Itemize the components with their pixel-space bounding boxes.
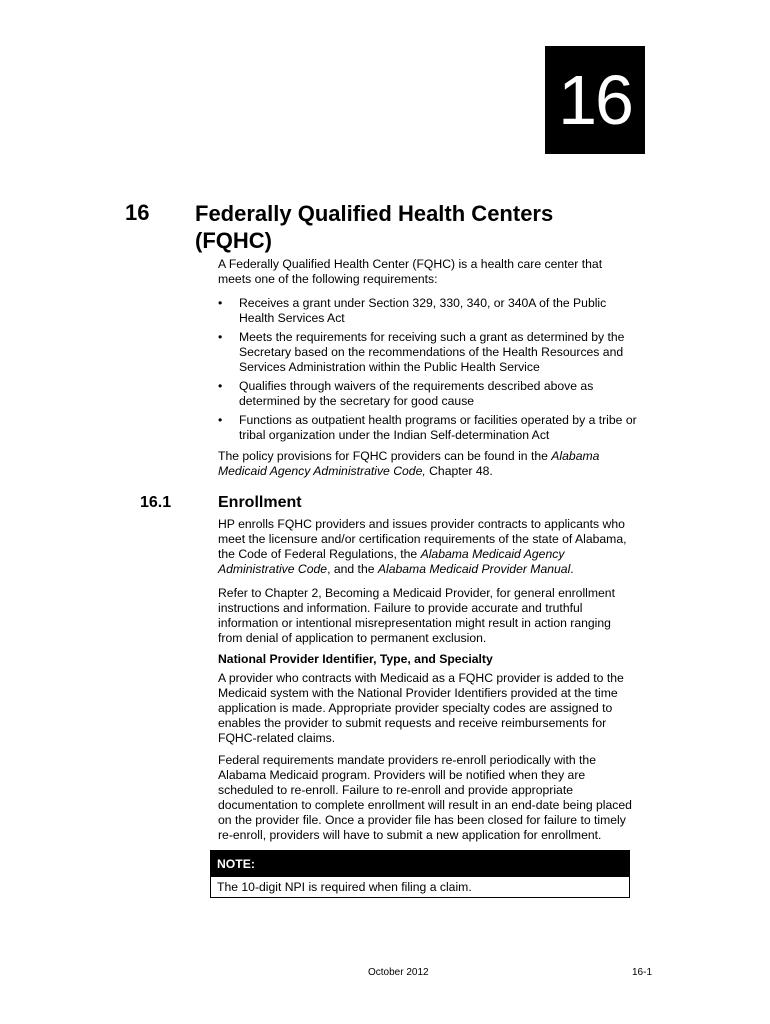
enrollment-paragraph <box>218 517 638 577</box>
chapter-heading-title: Federally Qualified Health Centers (FQHC) <box>195 201 554 253</box>
note-box <box>210 850 630 898</box>
list-item <box>218 413 638 443</box>
footer-page-number: 16-1 <box>632 967 653 978</box>
list-item <box>218 379 638 409</box>
list-item <box>218 330 638 375</box>
npi-paragraph: A provider who contracts with Medicaid as a FQHC provider is added to the Medicaid system with the National Provider Identifiers provided at the time application is made. Appropriate provider specialty codes are assigned to enables the provider to submit requests and receive reimbursements for FQHC-related claims. <box>218 671 624 745</box>
intro-paragraph: A Federally Qualified Health Center (FQHC) is a health care center that meets one of the following requirements: <box>218 257 603 286</box>
list-item <box>218 296 638 326</box>
enrollment-text-joiner: , and the <box>327 562 378 576</box>
enrollment-text-end: . <box>570 562 574 576</box>
section-title: Enrollment <box>218 494 302 511</box>
refer-paragraph: Refer to Chapter 2, Becoming a Medicaid Provider, for general enrollment instructions and information. Failure to provide accurate and truthful information or intentional misrepresentation might result in action ranging from denial of application to permanent exclusion. <box>218 586 615 645</box>
section-number: 16.1 <box>140 494 172 511</box>
policy-text: The policy provisions for FQHC providers can be found in the <box>218 449 552 463</box>
requirements-list <box>218 296 638 447</box>
provider-manual-reference: Alabama Medicaid Provider Manual <box>377 562 571 576</box>
policy-paragraph <box>218 449 638 479</box>
bullet-icon: • <box>218 330 223 344</box>
policy-code-reference: Alabama Medicaid Agency Administrative Code, <box>218 449 600 478</box>
policy-chapter: Chapter 48. <box>425 464 493 478</box>
bullet-icon: • <box>218 379 223 393</box>
bullet-icon: • <box>218 413 223 427</box>
bullet-icon: • <box>218 296 223 310</box>
list-item-text: Receives a grant under Section 329, 330, 340, or 340A of the Public Health Services Act <box>239 296 607 325</box>
chapter-number-box: 16 <box>545 46 645 154</box>
chapter-heading-number: 16 <box>125 200 150 225</box>
list-item-text: Meets the requirements for receiving such a grant as determined by the Secretary based on the recommendations of the Health Resources and Services Administration within the Public Health Service <box>239 330 625 374</box>
note-text: The 10-digit NPI is required when filing a claim. <box>217 880 472 894</box>
list-item-text: Qualifies through waivers of the requirements described above as determined by the secretary for good cause <box>239 379 594 408</box>
reenroll-paragraph: Federal requirements mandate providers re-enroll periodically with the Alabama Medicaid program. Providers will be notified when they are scheduled to re-enroll. Failure to re-enroll and provide appropriate documentation to complete enrollment will result in an end-date being placed on the provider file. Once a provider file has been closed for failure to timely re-enroll, providers will have to submit a new application for enrollment. <box>218 753 632 842</box>
npi-subheading: National Provider Identifier, Type, and Specialty <box>218 652 493 666</box>
list-item-text: Functions as outpatient health programs or facilities operated by a tribe or tribal organization under the Indian Self-determination Act <box>239 413 637 442</box>
administrative-code-reference: Alabama Medicaid Agency Administrative Code <box>218 547 565 576</box>
footer-date: October 2012 <box>368 967 429 978</box>
enrollment-text: HP enrolls FQHC providers and issues provider contracts to applicants who meet the licensure and/or certification requirements of the state of Alabama, the Code of Federal Regulations, the <box>218 517 627 561</box>
note-label: NOTE: <box>211 851 629 877</box>
